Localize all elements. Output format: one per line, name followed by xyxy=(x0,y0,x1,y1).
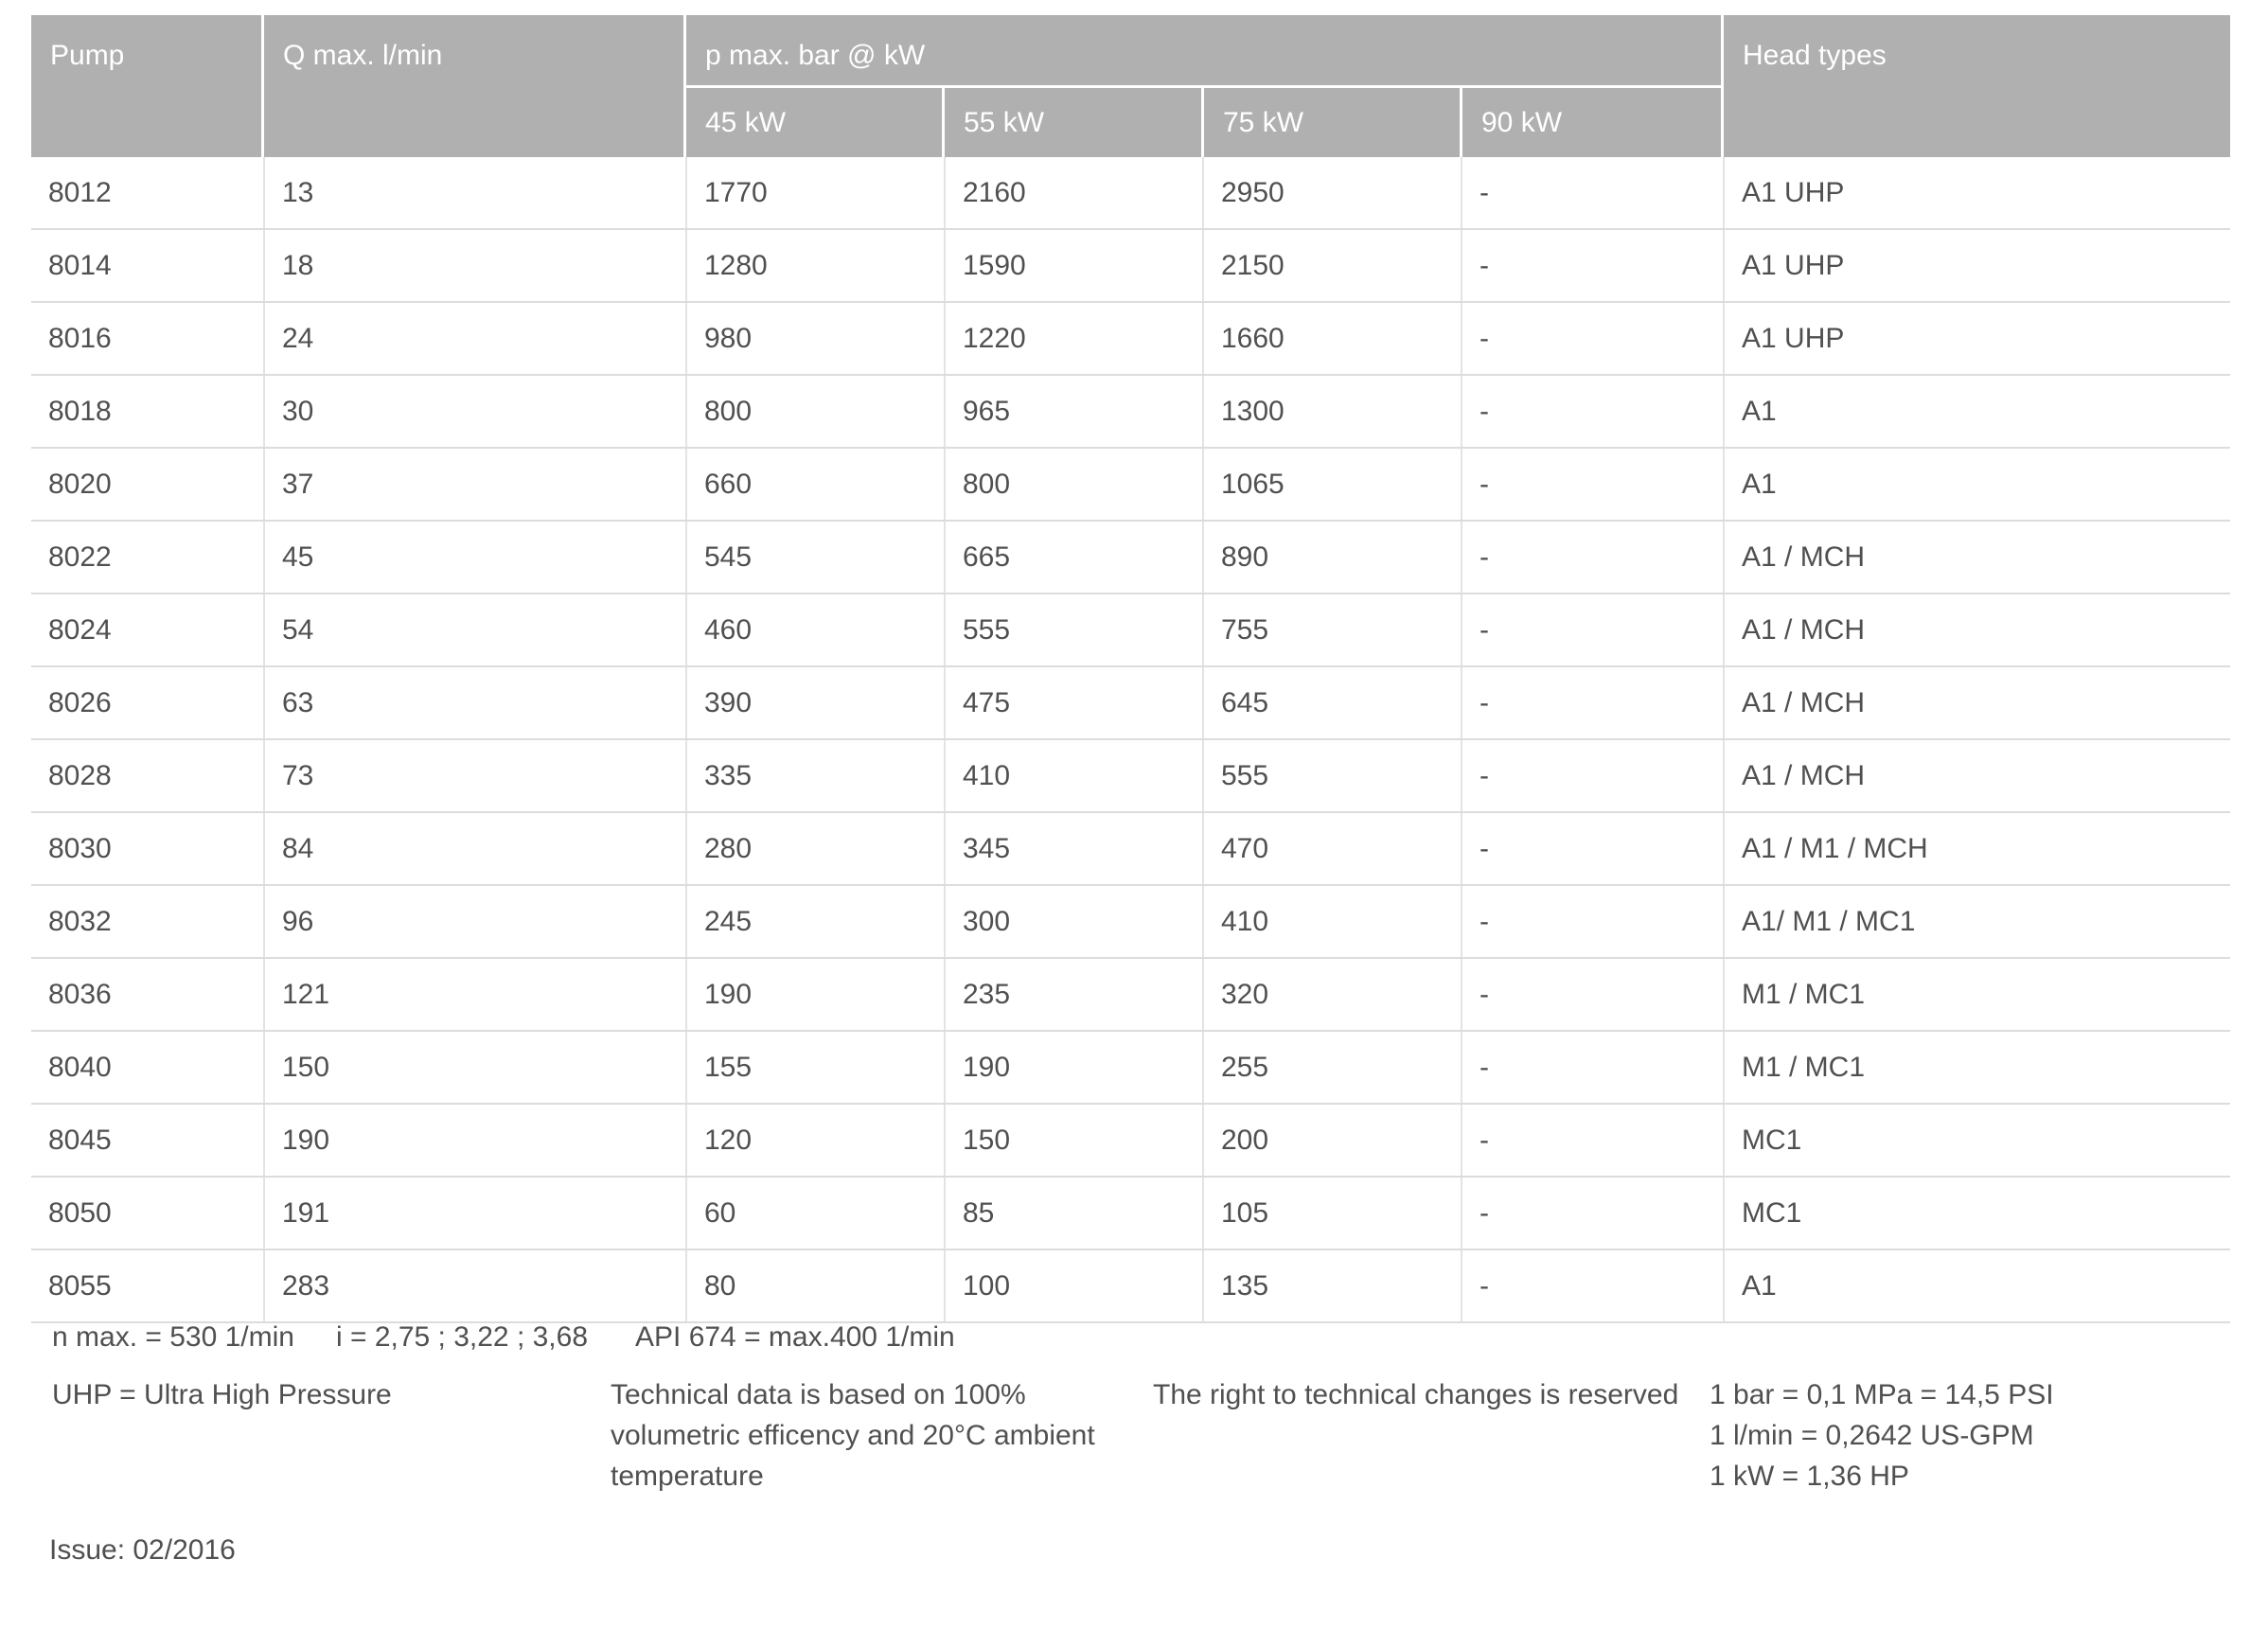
table-row xyxy=(31,594,2230,667)
p90-cell: - xyxy=(1461,1032,1723,1103)
p90-cell: - xyxy=(1461,1105,1723,1176)
p90-cell: - xyxy=(1461,303,1723,374)
qmax-cell: 96 xyxy=(263,886,685,957)
headtypes-cell: A1 / M1 / MCH xyxy=(1723,813,2230,884)
headtypes-cell: A1 / MCH xyxy=(1723,667,2230,738)
table-row xyxy=(31,1178,2230,1250)
p75-cell: 470 xyxy=(1202,813,1461,884)
col-header-75kw: 75 kW xyxy=(1204,88,1460,157)
p75-cell: 890 xyxy=(1202,522,1461,593)
table-row xyxy=(31,1250,2230,1323)
pump-cell: 8028 xyxy=(48,759,112,791)
p90-cell: - xyxy=(1461,157,1723,228)
p45-cell: 155 xyxy=(685,1032,944,1103)
qmax-cell: 54 xyxy=(263,594,685,665)
table-row xyxy=(31,959,2230,1032)
table-body xyxy=(31,157,2230,1323)
pump-cell: 8026 xyxy=(48,686,112,718)
p45-cell: 390 xyxy=(685,667,944,738)
note-api: API 674 = max.400 1/min xyxy=(635,1321,955,1353)
p45-cell: 660 xyxy=(685,449,944,520)
p90-cell: - xyxy=(1461,376,1723,447)
p75-cell: 105 xyxy=(1202,1178,1461,1249)
p75-cell: 255 xyxy=(1202,1032,1461,1103)
p75-cell: 2150 xyxy=(1202,230,1461,301)
p90-cell: - xyxy=(1461,1250,1723,1321)
pump-cell: 8018 xyxy=(48,395,112,427)
table-row xyxy=(31,740,2230,813)
table-header xyxy=(31,15,2230,157)
headtypes-cell: A1 xyxy=(1723,1250,2230,1321)
table-row xyxy=(31,303,2230,376)
pump-cell: 8012 xyxy=(48,176,112,208)
p55-cell: 235 xyxy=(944,959,1202,1030)
pump-cell: 8055 xyxy=(48,1269,112,1302)
p55-cell: 1590 xyxy=(944,230,1202,301)
qmax-cell: 13 xyxy=(263,157,685,228)
col-header-pmax-group: p max. bar @ kW xyxy=(686,15,1721,85)
col-header-90kw: 90 kW xyxy=(1462,88,1721,157)
p75-cell: 410 xyxy=(1202,886,1461,957)
p75-cell: 135 xyxy=(1202,1250,1461,1321)
table-row xyxy=(31,522,2230,594)
p90-cell: - xyxy=(1461,959,1723,1030)
headtypes-cell: A1 / MCH xyxy=(1723,594,2230,665)
qmax-cell: 191 xyxy=(263,1178,685,1249)
table-row xyxy=(31,1032,2230,1105)
p90-cell: - xyxy=(1461,522,1723,593)
p75-cell: 755 xyxy=(1202,594,1461,665)
p55-cell: 800 xyxy=(944,449,1202,520)
p55-cell: 190 xyxy=(944,1032,1202,1103)
table-row xyxy=(31,376,2230,449)
p45-cell: 280 xyxy=(685,813,944,884)
pump-cell: 8040 xyxy=(48,1051,112,1083)
p90-cell: - xyxy=(1461,230,1723,301)
issue-label: Issue: 02/2016 xyxy=(49,1534,236,1566)
p75-cell: 555 xyxy=(1202,740,1461,811)
p75-cell: 2950 xyxy=(1202,157,1461,228)
qmax-cell: 63 xyxy=(263,667,685,738)
qmax-cell: 84 xyxy=(263,813,685,884)
col-header-pump: Pump xyxy=(31,15,261,157)
headtypes-cell: A1 UHP xyxy=(1723,303,2230,374)
pump-cell: 8045 xyxy=(48,1124,112,1156)
uhp-note: UHP = Ultra High Pressure xyxy=(52,1379,392,1410)
headtypes-cell: MC1 xyxy=(1723,1178,2230,1249)
table-row xyxy=(31,230,2230,303)
footnote-line xyxy=(52,1321,955,1354)
p90-cell: - xyxy=(1461,667,1723,738)
conversion-kw: 1 kW = 1,36 HP xyxy=(1710,1461,1909,1492)
qmax-cell: 30 xyxy=(263,376,685,447)
p45-cell: 460 xyxy=(685,594,944,665)
p90-cell: - xyxy=(1461,449,1723,520)
qmax-cell: 73 xyxy=(263,740,685,811)
col-header-head-types: Head types xyxy=(1724,15,2230,157)
p45-cell: 800 xyxy=(685,376,944,447)
table-row xyxy=(31,813,2230,886)
headtypes-cell: A1 UHP xyxy=(1723,230,2230,301)
pump-cell: 8036 xyxy=(48,978,112,1010)
p75-cell: 645 xyxy=(1202,667,1461,738)
col-header-55kw: 55 kW xyxy=(945,88,1201,157)
headtypes-cell: A1 xyxy=(1723,449,2230,520)
col-header-45kw: 45 kW xyxy=(686,88,942,157)
technical-note: Technical data is based on 100% volumetric efficency and 20°C ambient temperature xyxy=(611,1379,1095,1492)
p45-cell: 80 xyxy=(685,1250,944,1321)
p75-cell: 1065 xyxy=(1202,449,1461,520)
table-row xyxy=(31,886,2230,959)
p55-cell: 150 xyxy=(944,1105,1202,1176)
p45-cell: 980 xyxy=(685,303,944,374)
table-row xyxy=(31,449,2230,522)
table-row xyxy=(31,667,2230,740)
pump-cell: 8032 xyxy=(48,905,112,937)
p75-cell: 320 xyxy=(1202,959,1461,1030)
col-header-qmax: Q max. l/min xyxy=(264,15,683,157)
p75-cell: 200 xyxy=(1202,1105,1461,1176)
p90-cell: - xyxy=(1461,740,1723,811)
pump-spec-table xyxy=(31,15,2230,1323)
headtypes-cell: M1 / MC1 xyxy=(1723,959,2230,1030)
p55-cell: 475 xyxy=(944,667,1202,738)
table-row xyxy=(31,157,2230,230)
p55-cell: 300 xyxy=(944,886,1202,957)
p55-cell: 965 xyxy=(944,376,1202,447)
headtypes-cell: A1 / MCH xyxy=(1723,522,2230,593)
pump-cell: 8016 xyxy=(48,322,112,354)
p55-cell: 85 xyxy=(944,1178,1202,1249)
p55-cell: 100 xyxy=(944,1250,1202,1321)
rights-note: The right to technical changes is reserved xyxy=(1153,1379,1679,1410)
qmax-cell: 18 xyxy=(263,230,685,301)
qmax-cell: 37 xyxy=(263,449,685,520)
p90-cell: - xyxy=(1461,813,1723,884)
p90-cell: - xyxy=(1461,886,1723,957)
qmax-cell: 121 xyxy=(263,959,685,1030)
conversion-notes xyxy=(1710,1374,2054,1497)
p55-cell: 555 xyxy=(944,594,1202,665)
qmax-cell: 24 xyxy=(263,303,685,374)
pump-cell: 8020 xyxy=(48,468,112,500)
p75-cell: 1660 xyxy=(1202,303,1461,374)
pump-cell: 8022 xyxy=(48,540,112,573)
conversion-lmin: 1 l/min = 0,2642 US-GPM xyxy=(1710,1420,2034,1451)
note-nmax: n max. = 530 1/min xyxy=(52,1321,294,1353)
headtypes-cell: M1 / MC1 xyxy=(1723,1032,2230,1103)
p55-cell: 345 xyxy=(944,813,1202,884)
p90-cell: - xyxy=(1461,1178,1723,1249)
p45-cell: 120 xyxy=(685,1105,944,1176)
headtypes-cell: A1/ M1 / MC1 xyxy=(1723,886,2230,957)
headtypes-cell: MC1 xyxy=(1723,1105,2230,1176)
p45-cell: 245 xyxy=(685,886,944,957)
p45-cell: 335 xyxy=(685,740,944,811)
p90-cell: - xyxy=(1461,594,1723,665)
headtypes-cell: A1 UHP xyxy=(1723,157,2230,228)
p45-cell: 190 xyxy=(685,959,944,1030)
p55-cell: 1220 xyxy=(944,303,1202,374)
qmax-cell: 45 xyxy=(263,522,685,593)
p55-cell: 2160 xyxy=(944,157,1202,228)
pump-cell: 8030 xyxy=(48,832,112,864)
p75-cell: 1300 xyxy=(1202,376,1461,447)
headtypes-cell: A1 / MCH xyxy=(1723,740,2230,811)
p45-cell: 1770 xyxy=(685,157,944,228)
table-row xyxy=(31,1105,2230,1178)
conversion-bar: 1 bar = 0,1 MPa = 14,5 PSI xyxy=(1710,1379,2054,1410)
p45-cell: 60 xyxy=(685,1178,944,1249)
qmax-cell: 283 xyxy=(263,1250,685,1321)
p45-cell: 545 xyxy=(685,522,944,593)
pump-cell: 8024 xyxy=(48,613,112,646)
p55-cell: 410 xyxy=(944,740,1202,811)
qmax-cell: 190 xyxy=(263,1105,685,1176)
p45-cell: 1280 xyxy=(685,230,944,301)
pump-cell: 8014 xyxy=(48,249,112,281)
p55-cell: 665 xyxy=(944,522,1202,593)
note-gear-ratios: i = 2,75 ; 3,22 ; 3,68 xyxy=(335,1321,588,1353)
headtypes-cell: A1 xyxy=(1723,376,2230,447)
qmax-cell: 150 xyxy=(263,1032,685,1103)
pump-cell: 8050 xyxy=(48,1196,112,1229)
